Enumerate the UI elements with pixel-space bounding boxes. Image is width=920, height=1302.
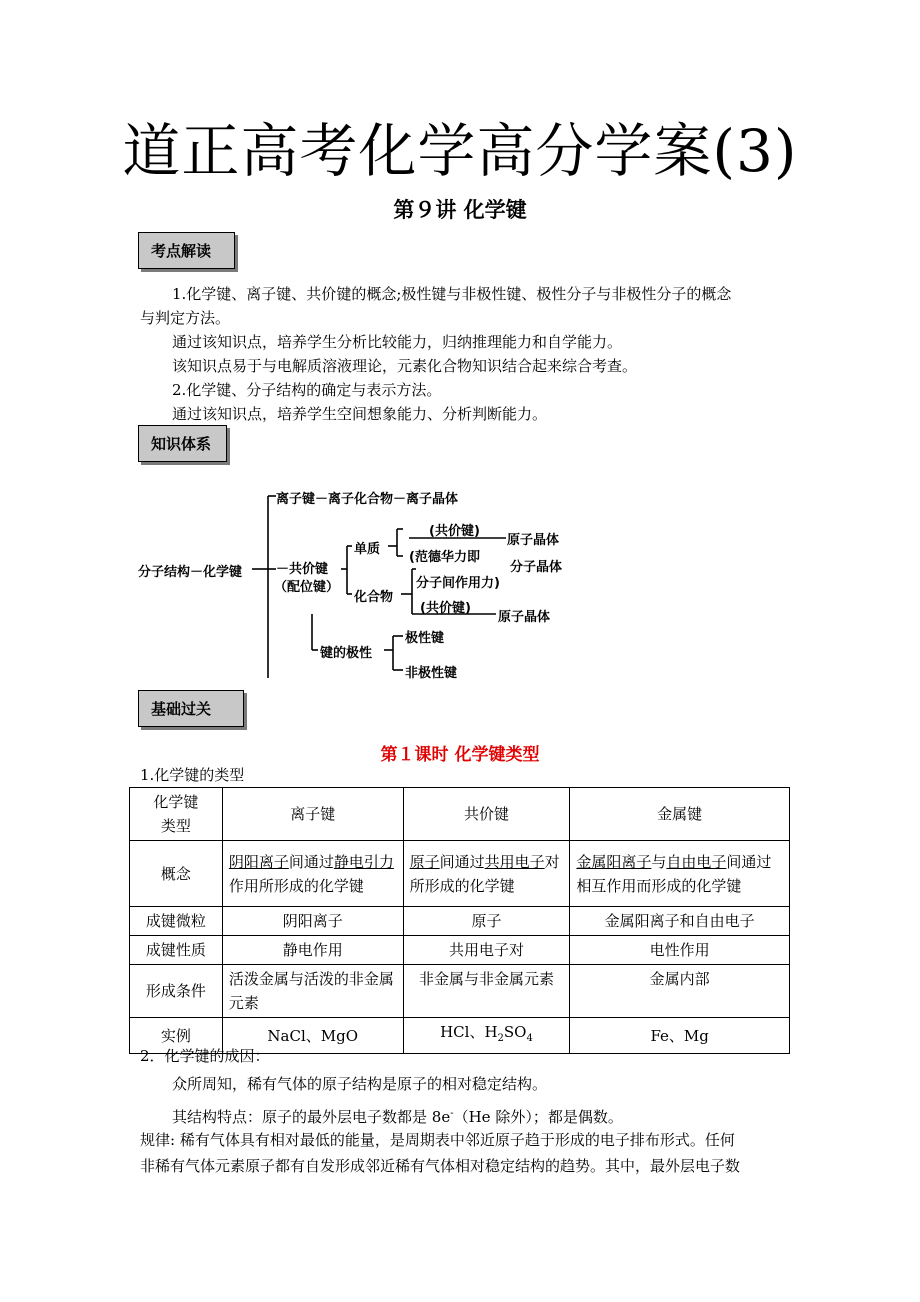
table-cell: 离子键 <box>222 788 403 841</box>
table-cell: 活泼金属与活泼的非金属元素 <box>222 965 403 1018</box>
tree-coordinate: （配位键） <box>274 580 340 595</box>
table-row <box>130 965 790 1018</box>
tree-element-vdw: (范德华力即 <box>409 550 480 565</box>
table-row <box>130 907 790 936</box>
intro-line-3: 通过该知识点，培养学生分析比较能力，归纳推理能力和自学能力。 <box>172 333 623 351</box>
table-cell: 化学键 类型 <box>130 788 223 841</box>
table-cell: 阴阳离子间通过静电引力作用所形成的化学键 <box>222 841 403 907</box>
table-cell: 原子间通过共用电子对所形成的化学键 <box>403 841 570 907</box>
tree-polarity: 键的极性 <box>320 646 373 661</box>
tree-molecular-crystal: 分子晶体 <box>510 560 563 575</box>
table-cell: 金属阳离子和自由电子 <box>570 907 790 936</box>
table-row <box>130 841 790 907</box>
paragraph-2: 其结构特点：原子的最外层电子数都是 8e-（He 除外）；都是偶数。 <box>172 1108 623 1126</box>
paragraph-3-line-2: 非稀有气体元素原子都有自发形成邻近稀有气体相对稳定结构的趋势。其中，最外层电子数 <box>140 1157 741 1175</box>
table-cell: 实例 <box>130 1018 223 1054</box>
table-cell: 金属键 <box>570 788 790 841</box>
tree-compound-covalent: (共价键) <box>420 601 471 616</box>
tree-nonpolar-bond: 非极性键 <box>405 666 458 681</box>
table-caption: 1.化学键的类型 <box>140 766 245 784</box>
paragraph-1: 众所周知，稀有气体的原子结构是原子的相对稳定结构。 <box>172 1075 548 1093</box>
section-label-key-points: 考点解读 <box>138 232 235 269</box>
intro-line-2: 与判定方法。 <box>140 309 231 327</box>
table-cell: 金属内部 <box>570 965 790 1018</box>
section-label-basics: 基础过关 <box>138 690 244 727</box>
bond-types-table <box>129 787 790 1054</box>
tree-covalent: －共价键 <box>276 562 329 577</box>
tree-polar-bond: 极性键 <box>405 631 445 646</box>
table-cell: 原子 <box>403 907 570 936</box>
page-title: 道正高考化学高分学案(3) <box>122 117 798 185</box>
table-cell: 成键微粒 <box>130 907 223 936</box>
table-cell: HCl、$H_2SO_4$ <box>403 1018 570 1054</box>
lesson-title: 第１课时 化学键类型 <box>380 745 540 765</box>
knowledge-tree <box>0 480 920 690</box>
table-cell: 阴阳离子 <box>222 907 403 936</box>
section-label-knowledge-system: 知识体系 <box>138 425 227 462</box>
table-cell: NaCl、MgO <box>222 1018 403 1054</box>
table-cell: 静电作用 <box>222 936 403 965</box>
table-cell: 成键性质 <box>130 936 223 965</box>
tree-intermolecular: 分子间作用力) <box>416 576 500 591</box>
section-2-title: 2．化学键的成因： <box>140 1047 270 1065</box>
tree-root: 分子结构－化学键 <box>138 565 243 580</box>
tree-ionic-chain: 离子键－离子化合物－离子晶体 <box>276 492 459 507</box>
tree-element: 单质 <box>354 542 381 557</box>
table-cell: 形成条件 <box>130 965 223 1018</box>
tree-compound: 化合物 <box>354 590 394 605</box>
tree-atomic-crystal-2: 原子晶体 <box>498 610 551 625</box>
table-cell: Fe、Mg <box>570 1018 790 1054</box>
intro-line-6: 通过该知识点，培养学生空间想象能力、分析判断能力。 <box>172 405 548 423</box>
table-cell: 共用电子对 <box>403 936 570 965</box>
intro-line-1: 1.化学键、离子键、共价键的概念;极性键与非极性键、极性分子与非极性分子的概念 <box>172 285 732 303</box>
lecture-subtitle: 第９讲 化学键 <box>393 198 527 222</box>
table-row <box>130 936 790 965</box>
intro-line-5: 2.化学键、分子结构的确定与表示方法。 <box>172 381 442 399</box>
table-cell: 概念 <box>130 841 223 907</box>
intro-line-4: 该知识点易于与电解质溶液理论，元素化合物知识结合起来综合考查。 <box>172 357 638 375</box>
tree-atomic-crystal-1: 原子晶体 <box>507 533 560 548</box>
paragraph-3-line-1: 规律: 稀有气体具有相对最低的能量，是周期表中邻近原子趋于形成的电子排布形式。任何 <box>140 1131 735 1149</box>
table-cell: 非金属与非金属元素 <box>403 965 570 1018</box>
table-cell: 电性作用 <box>570 936 790 965</box>
table-cell: 金属阳离子与自由电子间通过相互作用而形成的化学键 <box>570 841 790 907</box>
tree-element-covalent: (共价键) <box>429 524 480 539</box>
table-cell: 共价键 <box>403 788 570 841</box>
table-row <box>130 788 790 841</box>
